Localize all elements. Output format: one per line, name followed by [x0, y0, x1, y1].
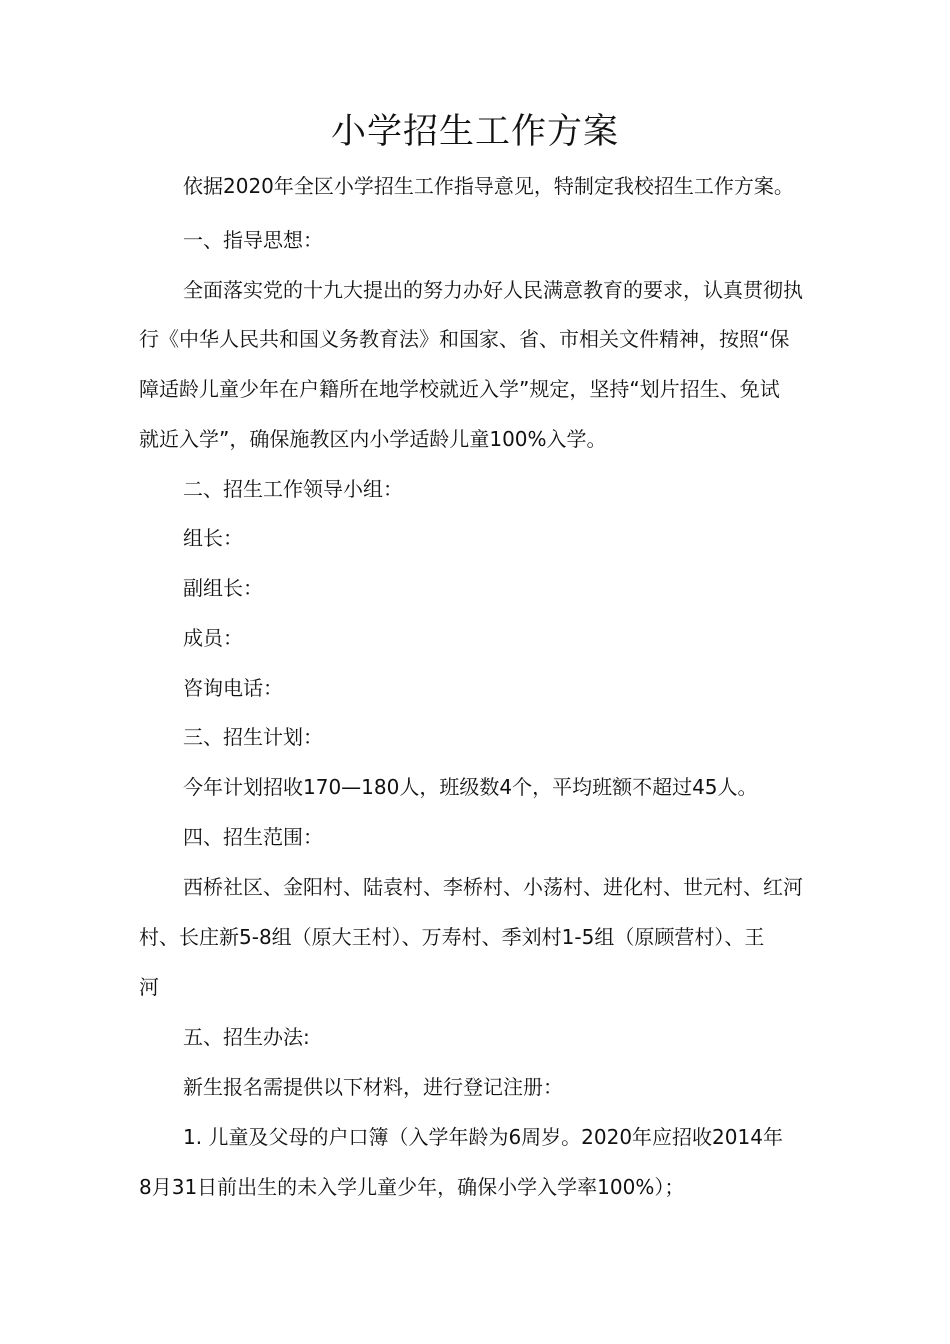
document-title: 小学招生工作方案: [330, 112, 619, 152]
enrollment-scope-line-1: 西桥社区、金阳村、陆袁村、李桥村、小荡村、进化村、世元村、红河: [183, 875, 803, 899]
members-label: 成员：: [183, 626, 243, 650]
section-heading-guiding-thought: 一、指导思想：: [183, 228, 323, 252]
enrollment-scope-line-3: 河: [139, 975, 159, 999]
section-heading-enrollment-plan: 三、招生计划：: [183, 725, 323, 749]
deputy-leader-label: 副组长：: [183, 576, 263, 600]
materials-item-1-line-1: 1. 儿童及父母的户口簿（入学年龄为6周岁。2020年应招收2014年: [183, 1125, 783, 1149]
consult-phone-label: 咨询电话：: [183, 676, 283, 700]
enrollment-plan-text: 今年计划招收170—180人，班级数4个，平均班额不超过45人。: [183, 775, 758, 799]
guiding-thought-line-3: 障适龄儿童少年在户籍所在地学校就近入学”规定，坚持“划片招生、免试: [139, 377, 780, 401]
intro-paragraph: 依据2020年全区小学招生工作指导意见，特制定我校招生工作方案。: [183, 174, 794, 198]
group-leader-label: 组长：: [183, 526, 243, 550]
materials-item-1-line-2: 8月31日前出生的未入学儿童少年，确保小学入学率100%）；: [139, 1175, 685, 1199]
section-heading-leadership-group: 二、招生工作领导小组：: [183, 477, 403, 501]
section-heading-enrollment-method: 五、招生办法:: [183, 1025, 310, 1049]
guiding-thought-line-1: 全面落实党的十九大提出的努力办好人民满意教育的要求，认真贯彻执: [183, 278, 803, 302]
guiding-thought-line-4: 就近入学”，确保施教区内小学适龄儿童100%入学。: [139, 427, 607, 451]
guiding-thought-line-2: 行《中华人民共和国义务教育法》和国家、省、市相关文件精神，按照“保: [139, 327, 790, 351]
enrollment-method-intro: 新生报名需提供以下材料，进行登记注册：: [183, 1075, 563, 1099]
enrollment-scope-line-2: 村、长庄新5-8组（原大王村）、万寿村、季刘村1-5组（原顾营村）、王: [139, 925, 765, 949]
section-heading-enrollment-scope: 四、招生范围：: [183, 825, 323, 849]
